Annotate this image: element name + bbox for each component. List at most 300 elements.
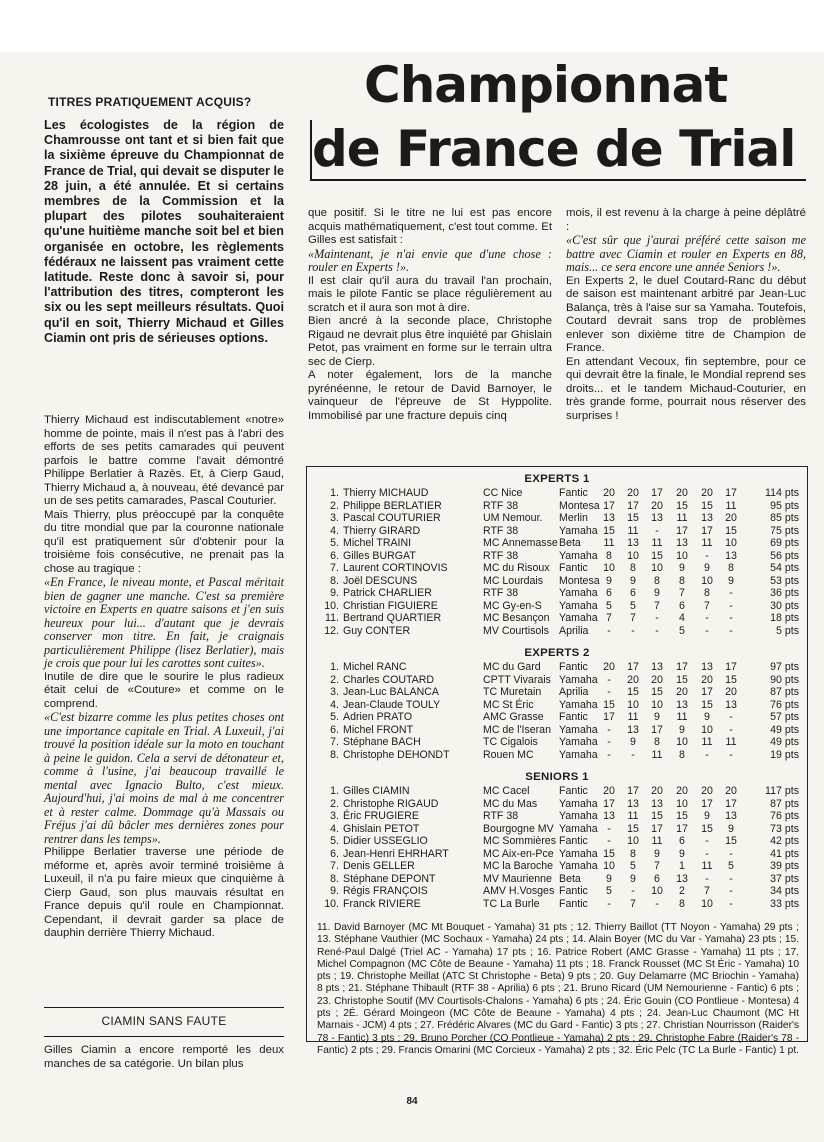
round-score: 15 [725,835,737,847]
total-points: 39 pts [770,860,799,872]
make: Fantic [559,835,588,847]
round-score: - [607,723,611,736]
club: UM Nemour. [483,512,543,524]
paragraph: A noter également, lors de la manche pyrénéenne, le retour de David Barnoyer, le vainqueur de l'épreuve de St Hyppolite. Immobilisé par une fracture depuis cinq [308,369,552,422]
make: Yamaha [559,723,598,736]
round-score: - [631,624,635,637]
round-score: 11 [603,537,615,549]
make: Aprilia [559,624,589,637]
round-score: - [631,748,635,761]
round-score: 20 [701,785,713,797]
round-score: 7 [630,897,636,910]
rider-name: Patrick CHARLIER [343,587,432,599]
round-score: - [655,897,659,910]
make: Fantic [559,897,588,910]
total-points: 90 pts [770,673,799,686]
rank: 8. [330,574,339,587]
intro-paragraph: Les écologistes de la région de Chamrousse ont tant et si bien fait que la sixième épreuve du Championnat de France de Trial, qui devait se disputer le 28 juin, a été annulée. Et si certains membres de la Commission et la plupart des pilotes souhaiteraient qu'une huitième manche soit bel et bien organisée en octobre, les règlements fédéraux ne laissent pas vraiment cette latitude. Reste donc à savoir si, pour l'attribution des titres, compteront les six ou les sept meilleurs résultats. Quoi qu'il en soit, Thierry Michaud et Gilles Ciamin ont pris de sérieuses options. [44,118,284,345]
rank: 4. [330,698,339,711]
result-row [307,848,807,860]
quote: «C'est sûr que j'aurai préféré cette saison me battre avec Ciamin et rouler en Experts en 88, mais... ce sera encore une année Seniors !». [566,233,806,274]
round-score: 8 [606,549,612,562]
total-points: 73 pts [770,822,799,835]
rank: 11. [325,612,339,624]
round-score: 11 [627,711,639,723]
rank: 12. [324,624,339,637]
total-points: 33 pts [770,897,799,910]
total-points: 53 pts [770,574,799,587]
round-score: 7 [679,587,685,599]
round-score: 20 [603,487,615,499]
make: Yamaha [559,698,598,711]
paragraph: En attendant Vecoux, fin septembre, pour ce qui devrait être la finale, le Mondial reprend ses droits... et le tandem Michaud-Couturier, en très grande forme, pourrait nous réserver des surprises ! [566,355,806,422]
round-score: 15 [627,512,639,524]
rider-name: Régis FRANÇOIS [343,885,428,897]
total-points: 57 pts [770,711,799,723]
round-score: 7 [704,599,710,612]
make: Yamaha [559,822,598,835]
round-score: 11 [676,512,688,524]
club: MC du Mas [483,797,538,810]
round-score: 15 [701,698,713,711]
round-score: 2 [679,885,685,897]
round-score: 8 [654,736,660,748]
paragraph: Inutile de dire que le sourire le plus radieux était celui de «Couture» et comme on le comprend. [44,670,284,710]
quote: «Maintenant, je n'ai envie que d'une chose : rouler en Experts !». [308,246,552,274]
subheading-rule-bottom [44,1036,284,1037]
round-score: 8 [654,574,660,587]
section-heading: EXPERTS 1 [524,473,590,485]
round-score: - [705,872,709,885]
club: RTF 38 [483,549,519,562]
result-row [307,686,807,698]
rider-name: Gilles CIAMIN [343,785,410,797]
club: MC Aix-en-Pce [483,847,554,860]
rider-name: Denis GELLER [343,860,415,872]
round-score: 15 [627,686,639,698]
result-row [307,625,807,637]
make: Yamaha [559,524,598,537]
make: Yamaha [559,587,598,599]
round-score: - [729,624,733,637]
total-points: 18 pts [770,612,799,624]
total-points: 85 pts [770,512,799,524]
round-score: 15 [676,810,688,822]
club: RTF 38 [483,499,519,512]
round-score: 5 [606,599,612,612]
round-score: - [705,748,709,761]
round-score: 17 [603,797,615,810]
result-row [307,500,807,512]
club: Bourgogne MV [483,822,554,835]
round-score: 10 [676,549,688,562]
rank: 3. [330,686,339,698]
round-score: 17 [701,797,713,810]
paragraph: En Experts 2, le duel Coutard-Ranc du début de saison est maintenant arbitré par Jean-Luc Balança, très à l'aise sur sa Yamaha. Toutefois, Coutard devrait sans trop de problèmes enlever son dixième titre de Champion de France. [566,274,806,354]
total-points: 87 pts [770,686,799,698]
total-points: 69 pts [770,537,799,549]
round-score: 20 [651,499,663,512]
round-score: 15 [651,549,663,562]
rider-name: Adrien PRATO [343,711,413,723]
rank: 1. [330,785,339,797]
round-score: - [705,847,709,860]
club: MC du Risoux [483,562,550,574]
make: Yamaha [559,810,598,822]
rider-name: Stéphane DEPONT [343,872,436,885]
club: CC Nice [483,487,523,499]
total-points: 75 pts [770,524,799,537]
round-score: 10 [725,537,737,549]
round-score: 8 [728,562,734,574]
rank: 3. [330,512,339,524]
round-score: 17 [651,723,663,736]
round-score: - [729,897,733,910]
total-points: 19 pts [770,748,799,761]
round-score: 20 [725,785,737,797]
round-score: 9 [679,723,685,736]
total-points: 5 pts [776,624,799,637]
rank: 2. [330,499,339,512]
article-title [310,56,806,188]
total-points: 117 pts [765,785,799,797]
total-points: 114 pts [765,487,799,499]
round-score: 15 [603,524,615,537]
round-score: 11 [701,537,713,549]
subheading: CIAMIN SANS FAUTE [101,1014,227,1028]
round-score: 17 [676,524,688,537]
make: Yamaha [559,549,598,562]
result-row [307,835,807,847]
results-table [306,466,808,1056]
round-score: 11 [651,537,663,549]
round-score: 20 [676,785,688,797]
other-results: 11. David Barnoyer (MC Mt Bouquet - Yamaha) 31 pts ; 12. Thierry Baillot (TT Noyon - Yamaha) 29 pts ; 13. Stéphane Vauthier (MC Sochaux - Yamaha) 24 pts ; 14. Alain Boyer (MC du Var - Yamaha) 23 pts ; 15. René-Paul Dalgé (Triel AC - Yamaha) 17 pts ; 16. Patrice Robert (AMC Grasse - Yamaha) 11 pts ; 17. Michel Compagnon (MC Côte de Beaune - Yamaha) 11 pts ; 18. Franck Rousset (MC St Éric - Yamaha) 10 pts ; 19. Christophe Meillat (ATC St Christophe - Beta) 9 pts ; 20. Guy Delamarre (MC Briochin - Yamaha) 8 pts ; 21. Stéphane Thibault (RTF 38 - Aprilia) 6 pts ; 21. Bruno Ricard (UM Nemourienne - Fantic) 6 pts ; 23. Christophe Soutif (MV Courtisols-Chalons - Yamaha) 6 pts ; 24. Éric Gouin (CO Pontlieue - Montesa) 4 pts ; 2É. Gérard Moingeon (MC Côte de Beaune - Yamaha) 4 pts ; 24. Jean-Luc Chaumont (MC Ht Marnais - JCM) 4 pts ; 27. Frédéric Alvares (MC du Gard - Fantic) 3 pts ; 27. Christian Nourrisson (Raider's 78 - Fantic) 3 pts ; 29. Bruno Porcher (CO Pontlieue - Yamaha) 2 pts ; 29. Christophe Fabre (Raider's 78 - Fantic) 2 pts ; 29. Francis Omarini (MC Corcieux - Yamaha) 2 pts ; 32. Éric Pelc (TC La Burle - Fantic) 1 pt. [317,922,799,1056]
result-row [307,674,807,686]
round-score: - [655,612,659,624]
round-score: 10 [701,723,713,736]
column-2 [308,207,552,423]
round-score: 5 [728,860,734,872]
round-score: 20 [676,487,688,499]
paragraph: Gilles Ciamin a encore remporté les deux manches de sa catégorie. Un bilan plus [44,1044,284,1070]
round-score: 11 [725,736,737,748]
round-score: 15 [627,822,639,835]
club: MC de l'Iseran [483,723,551,736]
round-score: 10 [627,698,639,711]
round-score: 13 [651,661,663,673]
round-score: 17 [603,499,615,512]
rank: 4. [330,822,339,835]
rank: 6. [330,723,339,736]
rider-name: Stéphane BACH [343,736,421,748]
rider-name: Jean-Claude TOULY [343,698,441,711]
club: TC La Burle [483,897,540,910]
round-score: 9 [679,847,685,860]
round-score: 10 [701,897,713,910]
round-score: 11 [725,499,737,512]
rider-name: Michel FRONT [343,723,414,736]
paragraph: Il est clair qu'il aura du travail l'an prochain, mais le pilote Fantic se place régulièrement au scratch et il aura son mot à dire. [308,274,552,314]
round-score: 9 [704,562,710,574]
club: RTF 38 [483,524,519,537]
round-score: 20 [725,686,737,698]
club: MC Gy-en-S [483,599,542,612]
round-score: 20 [725,512,737,524]
result-row [307,898,807,910]
round-score: - [729,612,733,624]
rider-name: Joël DESCUNS [343,574,418,587]
round-score: - [607,736,611,748]
round-score: - [729,847,733,860]
result-row [307,661,807,673]
round-score: 7 [606,612,612,624]
round-score: 13 [676,537,688,549]
rider-name: Thierry GIRARD [343,524,421,537]
total-points: 76 pts [770,810,799,822]
round-score: 17 [651,822,663,835]
result-row [307,512,807,524]
round-score: 11 [701,736,713,748]
round-score: - [705,835,709,847]
paragraph: Thierry Michaud est indiscutablement «notre» homme de pointe, mais il n'est pas à l'abri des efforts de ses petits camarades qui peuvent parfois le battre comme l'avait démontré Philippe Berlatier à Razès. Et, à Cierp Gaud, Thierry Michaud a, à nouveau, été devancé par un de ses petits camarades, Pascal Couturier. [44,414,284,507]
round-score: 15 [725,524,737,537]
round-score: 17 [627,499,639,512]
column-1 [44,414,284,941]
round-score: 13 [651,512,663,524]
club: MC du Gard [483,661,541,673]
result-row [307,860,807,872]
round-score: 6 [630,587,636,599]
paragraph: Philippe Berlatier traverse une période de méforme et, après avoir terminé troisième à Luxeuil, il n'a pu faire mieux que cinquième à Cierp Gaud, son plus mauvais résultat en France depuis qu'il roule en Championnat. Cependant, il devrait garder sa place de dauphin derrière Thierry Michaud. [44,846,284,939]
make: Yamaha [559,736,598,748]
round-score: 8 [630,847,636,860]
title-line-2: de France de Trial [312,120,796,178]
round-score: 17 [725,487,737,499]
round-score: 17 [725,661,737,673]
round-score: 20 [651,785,663,797]
round-score: - [729,748,733,761]
rank: 5. [330,537,339,549]
round-score: 15 [603,847,615,860]
round-score: 8 [630,562,636,574]
round-score: 9 [654,847,660,860]
total-points: 42 pts [770,835,799,847]
club: MC Annemasse [483,537,558,549]
round-score: 9 [606,574,612,587]
make: Fantic [559,661,588,673]
result-row [307,525,807,537]
result-row [307,885,807,897]
round-score: 10 [627,835,639,847]
round-score: 20 [627,673,639,686]
rank: 8. [330,872,339,885]
round-score: - [607,835,611,847]
column-3 [566,207,806,423]
round-score: 15 [701,499,713,512]
round-score: - [729,872,733,885]
round-score: 5 [630,860,636,872]
round-score: 10 [651,698,663,711]
round-score: 8 [679,574,685,587]
title-line-1: Championnat [364,56,728,114]
make: Yamaha [559,860,598,872]
round-score: - [729,599,733,612]
make: Fantic [559,487,588,499]
make: Yamaha [559,673,598,686]
rider-name: Éric FRUGIERE [343,810,419,822]
section-heading: EXPERTS 2 [524,647,590,659]
total-points: 36 pts [770,587,799,599]
result-row [307,873,807,885]
round-score: 10 [627,549,639,562]
round-score: 11 [676,711,688,723]
round-score: 9 [654,587,660,599]
round-score: - [655,524,659,537]
club: MC Besançon [483,612,550,624]
rank: 5. [330,711,339,723]
club: RTF 38 [483,587,519,599]
result-row [307,749,807,761]
rank: 7. [330,562,339,574]
total-points: 30 pts [770,599,799,612]
club: MC St Éric [483,698,534,711]
rank: 4. [330,524,339,537]
round-score: 6 [679,599,685,612]
rider-name: Laurent CORTINOVIS [343,562,448,574]
round-score: - [607,673,611,686]
round-score: - [729,723,733,736]
make: Fantic [559,711,588,723]
round-score: 9 [728,822,734,835]
total-points: 56 pts [770,549,799,562]
club: MC Sommières [483,835,556,847]
club: TC Muretain [483,686,542,698]
total-points: 87 pts [770,797,799,810]
round-score: 15 [603,698,615,711]
round-score: 7 [654,860,660,872]
result-row [307,785,807,797]
rank: 10. [324,897,339,910]
rank: 7. [330,860,339,872]
club: MC la Baroche [483,860,554,872]
round-score: 20 [603,661,615,673]
round-score: 7 [704,885,710,897]
round-score: 5 [679,624,685,637]
round-score: 13 [651,797,663,810]
round-score: 20 [701,487,713,499]
rank: 10. [324,599,339,612]
top-margin [0,0,824,52]
result-row [307,724,807,736]
round-score: 10 [603,860,615,872]
result-row [307,798,807,810]
result-row [307,711,807,723]
round-score: 8 [679,897,685,910]
rank: 8. [330,748,339,761]
rider-name: Jean-Henri EHRHART [343,847,449,860]
result-row [307,600,807,612]
make: Beta [559,537,581,549]
round-score: 11 [627,524,639,537]
round-score: 9 [630,872,636,885]
club: MC Lourdais [483,574,544,587]
round-score: - [631,885,635,897]
round-score: 20 [676,686,688,698]
make: Yamaha [559,847,598,860]
result-row [307,736,807,748]
round-score: 9 [728,574,734,587]
rank: 6. [330,549,339,562]
club: RTF 38 [483,810,519,822]
round-score: 6 [654,872,660,885]
round-score: 6 [679,835,685,847]
make: Fantic [559,885,588,897]
round-score: 13 [725,698,737,711]
round-score: 17 [603,711,615,723]
round-score: 13 [725,549,737,562]
round-score: 17 [676,661,688,673]
rider-name: Philippe BERLATIER [343,499,442,512]
round-score: 15 [676,499,688,512]
rank: 2. [330,797,339,810]
round-score: 13 [603,512,615,524]
rider-name: Christophe DEHONDT [343,748,450,761]
rider-name: Bertrand QUARTIER [343,612,442,624]
round-score: 10 [676,736,688,748]
round-score: - [705,549,709,562]
round-score: 17 [651,487,663,499]
make: Fantic [559,785,588,797]
total-points: 76 pts [770,698,799,711]
club: CPTT Vivarais [483,673,551,686]
round-score: 9 [704,810,710,822]
result-row [307,823,807,835]
club: AMV H.Vosges [483,885,555,897]
round-score: - [607,748,611,761]
quote: «En France, le niveau monte, et Pascal méritait bien de gagner une manche. C'est sa première victoire en Experts en quatre saisons et j'en suis heureux pour lui... d'autant que je devrais conserver mon titre. En fait, je craignais particulièrement Philippe (lisez Berlatier), mais je crois que pour lui les carottes sont cuites». [44,575,284,670]
paragraph: mois, il est revenu à la charge à peine déplâtré : [566,207,806,233]
round-score: 10 [651,885,663,897]
make: Yamaha [559,599,598,612]
round-score: 13 [627,723,639,736]
total-points: 41 pts [770,847,799,860]
make: Aprilia [559,686,589,698]
result-row [307,699,807,711]
round-score: 11 [651,835,663,847]
rider-name: Gilles BURGAT [343,549,416,562]
rider-name: Michel RANC [343,661,407,673]
round-score: 9 [654,711,660,723]
rank: 6. [330,847,339,860]
club: TC Cigalois [483,736,538,748]
title-rule [310,179,806,181]
rider-name: Ghislain PETOT [343,822,420,835]
round-score: 13 [701,512,713,524]
make: Montesa [559,499,600,512]
column-1-end [44,1044,284,1071]
round-score: - [729,587,733,599]
make: Yamaha [559,612,598,624]
round-score: 17 [701,524,713,537]
round-score: - [729,885,733,897]
make: Montesa [559,574,600,587]
total-points: 54 pts [770,562,799,574]
round-score: 11 [651,748,663,761]
make: Yamaha [559,797,598,810]
quote: «C'est bizarre comme les plus petites choses ont une importance capitale en Trial. A Luxeuil, j'ai trouvé la position idéale sur la moto en touchant à peine le guidon. Cela a servi de détonateur et, comme à l'usine, j'ai beaucoup travaillé le mental avec Ignacio Bulto, c'est mieux. Aujourd'hui, j'ai moins de mal à me concentrer et à rester calme. Dommage qu'à Massais ou Fréjus j'ai dû bâcler mes dernières zones pour rentrer dans les temps». [44,710,284,846]
rank: 9. [330,885,339,897]
